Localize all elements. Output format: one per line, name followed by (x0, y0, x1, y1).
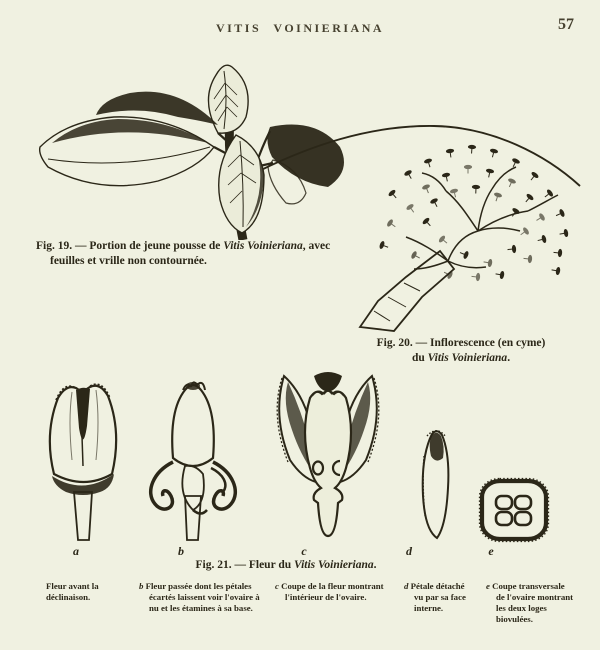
leaf-left (40, 117, 214, 186)
flower-bud (50, 384, 116, 540)
fig20-illustration (330, 135, 582, 333)
fig19-caption (36, 239, 332, 268)
fig21-caption-text: Fig. 21. — Fleur du (195, 559, 295, 571)
fig21-caption-period: . (373, 559, 377, 571)
fig21-caption (0, 558, 572, 573)
fig21a-illustration (42, 376, 124, 542)
fig21-label-e: e (488, 544, 494, 558)
fig21-label-d: d (406, 544, 412, 558)
fig21-label-a: a (73, 544, 79, 558)
subcaption-d (404, 581, 476, 614)
fig19-caption-suffix: , avec feuilles et vrille non contournée. (50, 240, 331, 267)
loge-bottom-right (515, 512, 531, 525)
detached-petal (423, 431, 449, 538)
fig19-caption-text: Fig. 19. — Portion de jeune pousse de (36, 240, 224, 252)
fig21e-illustration (477, 476, 551, 546)
subcaption-a (46, 581, 144, 603)
flower-section (277, 372, 379, 536)
fig20-caption-period: . (507, 351, 511, 364)
ovary-cross-section (480, 479, 549, 542)
subcaption-b (139, 581, 263, 614)
fig20-caption (338, 336, 584, 365)
subcaption-e (486, 581, 574, 625)
subcaption-c-text: Coupe de la fleur montrant l'intérieur de l'ovaire. (281, 581, 384, 602)
flower-past-bloom (151, 382, 236, 540)
fig21-label-b: b (178, 544, 184, 558)
loge-top-right (515, 496, 531, 509)
fig21b-illustration (143, 376, 243, 542)
subcaption-c (275, 581, 387, 603)
fig20-caption-du: du (411, 351, 428, 364)
fig21-label-c: c (301, 544, 307, 558)
fig20-caption-line1: Fig. 20. — Inflorescence (en cyme) (376, 337, 546, 349)
fig20-species: Vitis Voinieriana (427, 351, 508, 364)
subcaption-c-letter: c (275, 581, 279, 591)
flower-cluster (379, 145, 569, 282)
subcaption-b-text: Fleur passée dont les pétales écartés laissent voir l'ovaire à nu et les étamines à sa base. (145, 581, 260, 613)
fig21d-illustration (412, 426, 460, 546)
page-number: 57 (558, 16, 574, 33)
inflorescence-stem (360, 251, 454, 331)
subcaption-b-letter: b (139, 581, 144, 591)
fig19-species: Vitis Voinieriana (223, 240, 303, 252)
inflorescence-branches (406, 167, 558, 269)
fig21-species: Vitis Voinieriana (294, 559, 374, 571)
fig21c-illustration (272, 368, 384, 542)
subcaption-e-text: Coupe transversale de l'ovaire montrant les deux loges biovulées. (492, 581, 574, 624)
subcaption-e-letter: e (486, 581, 490, 591)
fig20-caption-line2 (338, 351, 584, 366)
running-title: VITIS VOINIERIANA (215, 21, 385, 35)
subcaption-d-letter: d (404, 581, 409, 591)
loge-bottom-left (496, 512, 512, 525)
subcaption-d-text: Pétale détaché vu par sa face interne. (410, 581, 466, 613)
subcaption-a-text: Fleur avant la déclinaison. (46, 581, 99, 602)
loge-top-left (496, 496, 512, 509)
